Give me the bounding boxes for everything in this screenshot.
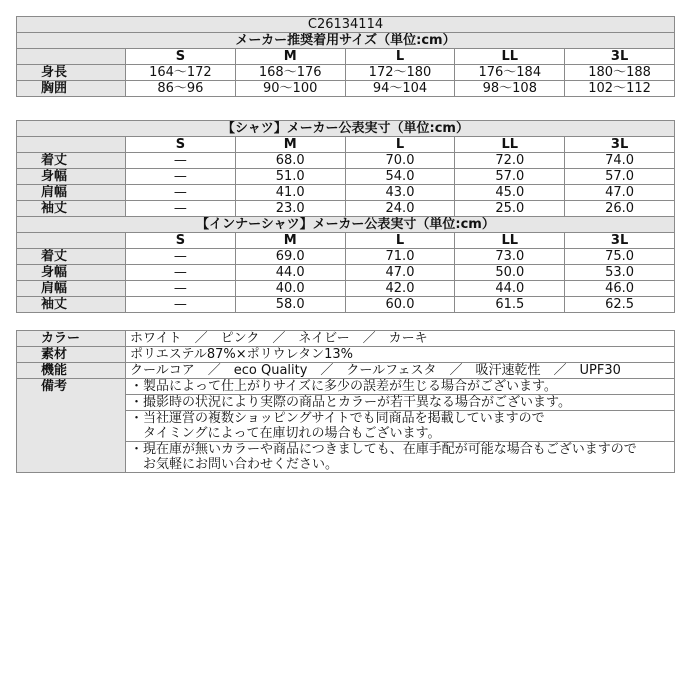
corner-cell [17, 137, 126, 153]
cell-value: 50.0 [455, 265, 565, 281]
cell-value: 168〜176 [235, 65, 345, 81]
cell-value: 70.0 [345, 153, 455, 169]
row-label: 身幅 [17, 169, 126, 185]
note-item [126, 442, 675, 473]
color-label: カラー [17, 331, 126, 347]
row-label: 袖丈 [17, 297, 126, 313]
size-header: 3L [565, 137, 675, 153]
cell-value: 26.0 [565, 201, 675, 217]
cell-value: 57.0 [565, 169, 675, 185]
row-label: 着丈 [17, 153, 126, 169]
table-row [17, 249, 675, 265]
cell-value: 72.0 [455, 153, 565, 169]
cell-value: 73.0 [455, 249, 565, 265]
note-line: ・当社運営の複数ショッピングサイトでも同商品を掲載していますので [130, 411, 545, 426]
table-row [17, 297, 675, 313]
cell-value: — [126, 297, 236, 313]
note-item [126, 395, 675, 411]
notes-label: 備考 [17, 379, 126, 473]
inner-title: 【インナーシャツ】メーカー公表実寸（単位:cm） [17, 217, 675, 233]
row-label: 肩幅 [17, 185, 126, 201]
size-header: L [345, 233, 455, 249]
table-row [17, 201, 675, 217]
feature-label: 機能 [17, 363, 126, 379]
cell-value: 86〜96 [126, 81, 236, 97]
size-header: LL [455, 233, 565, 249]
cell-value: — [126, 249, 236, 265]
cell-value: 164〜172 [126, 65, 236, 81]
note-item [126, 379, 675, 395]
table-row [17, 65, 675, 81]
size-header: 3L [565, 49, 675, 65]
row-label: 肩幅 [17, 281, 126, 297]
cell-value: 54.0 [345, 169, 455, 185]
recommended-size-table [16, 16, 675, 97]
table-row [17, 265, 675, 281]
size-header: S [126, 49, 236, 65]
size-header: LL [455, 137, 565, 153]
cell-value: 43.0 [345, 185, 455, 201]
table-row [17, 363, 675, 379]
cell-value: 44.0 [455, 281, 565, 297]
cell-value: — [126, 201, 236, 217]
measurement-table [16, 120, 675, 313]
size-header: S [126, 137, 236, 153]
table-row [17, 281, 675, 297]
row-label: 身長 [17, 65, 126, 81]
cell-value: 60.0 [345, 297, 455, 313]
cell-value: 42.0 [345, 281, 455, 297]
shirt-title: 【シャツ】メーカー公表実寸（単位:cm） [17, 121, 675, 137]
cell-value: 75.0 [565, 249, 675, 265]
size-header: L [345, 137, 455, 153]
cell-value: 44.0 [235, 265, 345, 281]
material-value: ポリエステル87%×ポリウレタン13% [126, 347, 675, 363]
cell-value: — [126, 281, 236, 297]
product-code: C26134114 [17, 17, 675, 33]
note-line: お気軽にお問い合わせください。 [130, 457, 339, 472]
table-row [17, 185, 675, 201]
size-header: M [235, 49, 345, 65]
note-item [126, 411, 675, 442]
material-label: 素材 [17, 347, 126, 363]
cell-value: 176〜184 [455, 65, 565, 81]
size-header: M [235, 137, 345, 153]
row-label: 胸囲 [17, 81, 126, 97]
cell-value: 74.0 [565, 153, 675, 169]
cell-value: 47.0 [345, 265, 455, 281]
cell-value: — [126, 265, 236, 281]
size-header: LL [455, 49, 565, 65]
row-label: 着丈 [17, 249, 126, 265]
cell-value: 71.0 [345, 249, 455, 265]
cell-value: 40.0 [235, 281, 345, 297]
cell-value: 90〜100 [235, 81, 345, 97]
product-info-table [16, 330, 675, 473]
recommended-title: メーカー推奨着用サイズ（単位:cm） [17, 33, 675, 49]
corner-cell [17, 49, 126, 65]
note-line: タイミングによって在庫切れの場合もございます。 [130, 426, 441, 441]
note-line: ・現在庫が無いカラーや商品につきましても、在庫手配が可能な場合もございますので [130, 442, 637, 457]
size-header: M [235, 233, 345, 249]
cell-value: 58.0 [235, 297, 345, 313]
feature-value: クールコア ／ eco Quality ／ クールフェスタ ／ 吸汗速乾性 ／ UPF30 [126, 363, 675, 379]
row-label: 袖丈 [17, 201, 126, 217]
cell-value: 41.0 [235, 185, 345, 201]
table-row [17, 169, 675, 185]
table-row [17, 347, 675, 363]
note-line: ・製品によって仕上がりサイズに多少の誤差が生じる場合がございます。 [130, 379, 557, 394]
table-row [17, 153, 675, 169]
corner-cell [17, 233, 126, 249]
cell-value: 57.0 [455, 169, 565, 185]
table-row [17, 379, 675, 395]
cell-value: 51.0 [235, 169, 345, 185]
cell-value: 68.0 [235, 153, 345, 169]
cell-value: 45.0 [455, 185, 565, 201]
cell-value: 62.5 [565, 297, 675, 313]
size-header: S [126, 233, 236, 249]
cell-value: — [126, 185, 236, 201]
cell-value: 53.0 [565, 265, 675, 281]
cell-value: — [126, 153, 236, 169]
cell-value: 61.5 [455, 297, 565, 313]
cell-value: 46.0 [565, 281, 675, 297]
size-header: 3L [565, 233, 675, 249]
cell-value: 98〜108 [455, 81, 565, 97]
cell-value: 23.0 [235, 201, 345, 217]
table-row [17, 331, 675, 347]
cell-value: 180〜188 [565, 65, 675, 81]
cell-value: 47.0 [565, 185, 675, 201]
cell-value: 25.0 [455, 201, 565, 217]
cell-value: 24.0 [345, 201, 455, 217]
cell-value: 94〜104 [345, 81, 455, 97]
size-header: L [345, 49, 455, 65]
cell-value: 102〜112 [565, 81, 675, 97]
cell-value: — [126, 169, 236, 185]
row-label: 身幅 [17, 265, 126, 281]
cell-value: 172〜180 [345, 65, 455, 81]
color-value: ホワイト ／ ピンク ／ ネイビー ／ カーキ [126, 331, 675, 347]
note-line: ・撮影時の状況により実際の商品とカラーが若干異なる場合がございます。 [130, 395, 571, 410]
table-row [17, 81, 675, 97]
cell-value: 69.0 [235, 249, 345, 265]
